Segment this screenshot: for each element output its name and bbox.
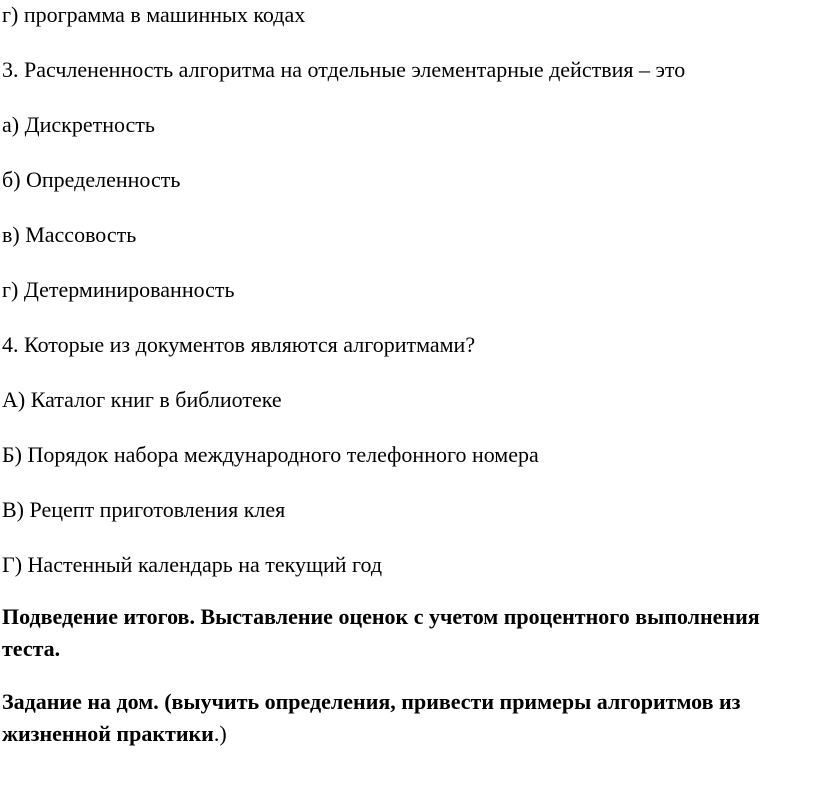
answer-option-v: в) Массовость: [2, 222, 137, 247]
answer-option-B: Б) Порядок набора международного телефонного номера: [2, 442, 539, 467]
homework-text: Задание на дом. (выучить определения, привести примеры алгоритмов из жизненной практики: [2, 689, 741, 746]
homework-paragraph: [2, 686, 802, 750]
answer-option-g-machine-code: г) программа в машинных кодах: [2, 2, 306, 27]
summary-paragraph: Подведение итогов. Выставление оценок с учетом процентного выполнения теста.: [2, 604, 760, 661]
answer-option-G: Г) Настенный календарь на текущий год: [2, 552, 383, 577]
homework-tail: .): [213, 721, 227, 746]
question-3: 3. Расчлененность алгоритма на отдельные элементарные действия – это: [2, 57, 686, 82]
answer-option-V: В) Рецепт приготовления клея: [2, 497, 286, 522]
answer-option-a: а) Дискретность: [2, 112, 155, 137]
answer-option-g: г) Детерминированность: [2, 277, 235, 302]
answer-option-A: А) Каталог книг в библиотеке: [2, 387, 282, 412]
answer-option-b: б) Определенность: [2, 167, 181, 192]
question-4: 4. Которые из документов являются алгоритмами?: [2, 332, 476, 357]
